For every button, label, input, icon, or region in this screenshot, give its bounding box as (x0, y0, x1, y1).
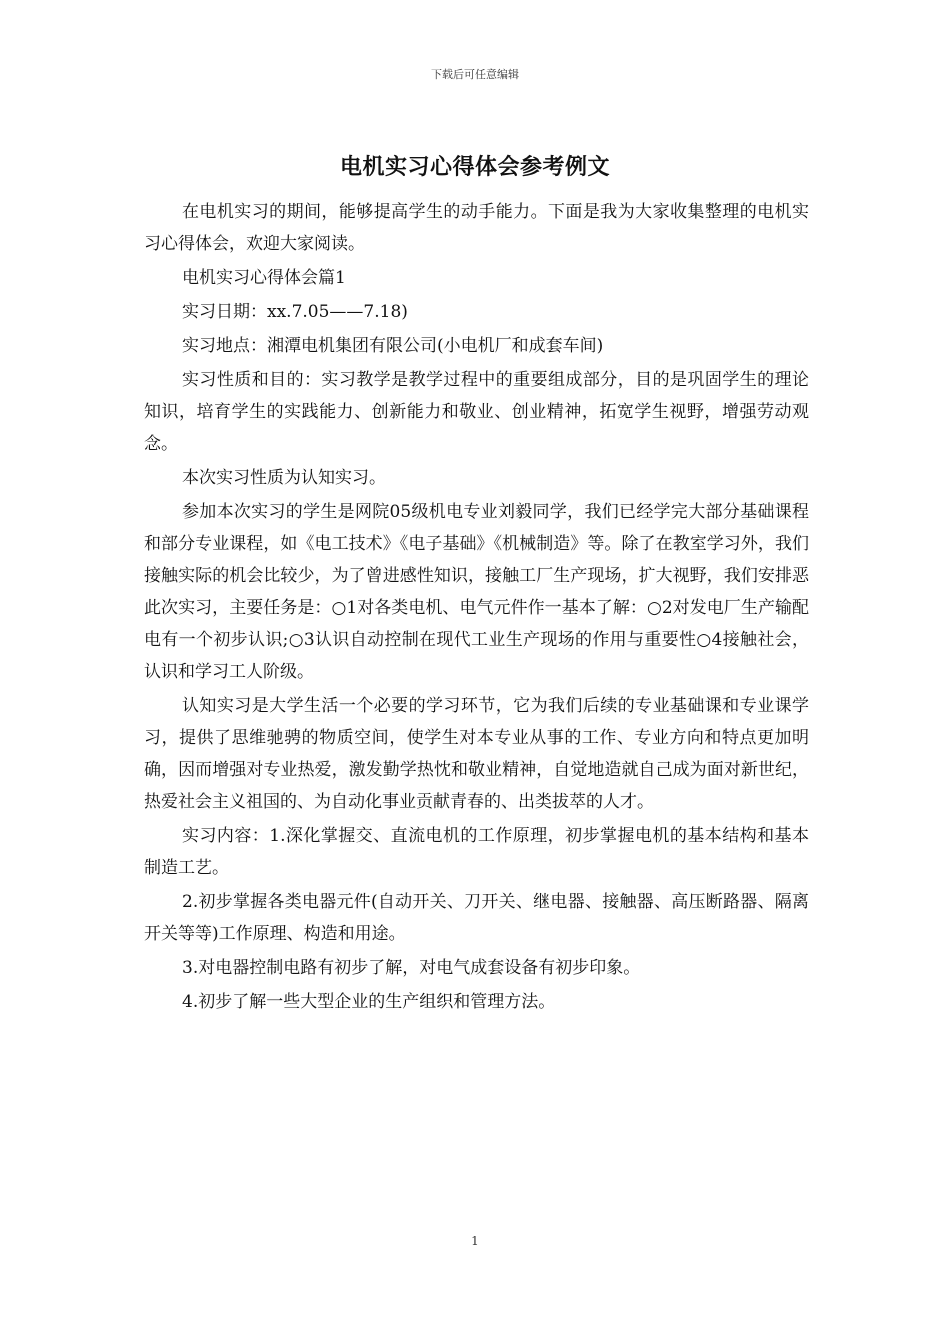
document-title: 电机实习心得体会参考例文 (339, 154, 610, 180)
document-body (144, 196, 809, 1020)
header-note: 下载后可任意编辑 (431, 68, 519, 81)
paragraph-content-3: 3.对电器控制电路有初步了解，对电气成套设备有初步印象。 (182, 958, 641, 978)
paragraph-section-heading: 电机实习心得体会篇1 (182, 268, 346, 288)
paragraph-content-1: 实习内容：1.深化掌握交、直流电机的工作原理，初步掌握电机的基本结构和基本制造工艺。 (144, 826, 809, 878)
paragraph-cognitive-internship: 认知实习是大学生活一个必要的学习环节，它为我们后续的专业基础课和专业课学习，提供了思维驰骋的物质空间，使学生对本专业从事的工作、专业方向和特点更加明确，因而增强对专业热爱，激发勤学热忱和敬业精神，自觉地造就自己成为面对新世纪，热爱社会主义祖国的、为自动化事业贡献青春的、出类拔萃的人才。 (144, 696, 809, 812)
paragraph-participants: 参加本次实习的学生是网院05级机电专业刘毅同学，我们已经学完大部分基础课程和部分专业课程，如《电工技术》《电子基础》《机械制造》等。除了在教室学习外，我们接触实际的机会比较少，为了曾进感性知识，接触工厂生产现场，扩大视野，我们安排恶此次实习，主要任务是：○1对各类电机、电气元件作一基本了解：○2对发电厂生产输配电有一个初步认识;○3认识自动控制在现代工业生产现场的作用与重要性○4接触社会，认识和学习工人阶级。 (144, 502, 809, 682)
paragraph-nature: 本次实习性质为认知实习。 (182, 468, 386, 488)
paragraph-internship-location: 实习地点：湘潭电机集团有限公司(小电机厂和成套车间) (182, 336, 604, 356)
paragraph-content-4: 4.初步了解一些大型企业的生产组织和管理方法。 (182, 992, 556, 1012)
paragraph-content-2: 2.初步掌握各类电器元件(自动开关、刀开关、继电器、接触器、高压断路器、隔离开关等等)工作原理、构造和用途。 (144, 892, 809, 944)
page-number: 1 (471, 1234, 479, 1248)
paragraph-internship-date: 实习日期：xx.7.05——7.18) (182, 302, 408, 322)
paragraph-nature-purpose: 实习性质和目的：实习教学是教学过程中的重要组成部分，目的是巩固学生的理论知识，培育学生的实践能力、创新能力和敬业、创业精神，拓宽学生视野，增强劳动观念。 (144, 370, 809, 454)
paragraph-intro: 在电机实习的期间，能够提高学生的动手能力。下面是我为大家收集整理的电机实习心得体会，欢迎大家阅读。 (144, 202, 809, 254)
